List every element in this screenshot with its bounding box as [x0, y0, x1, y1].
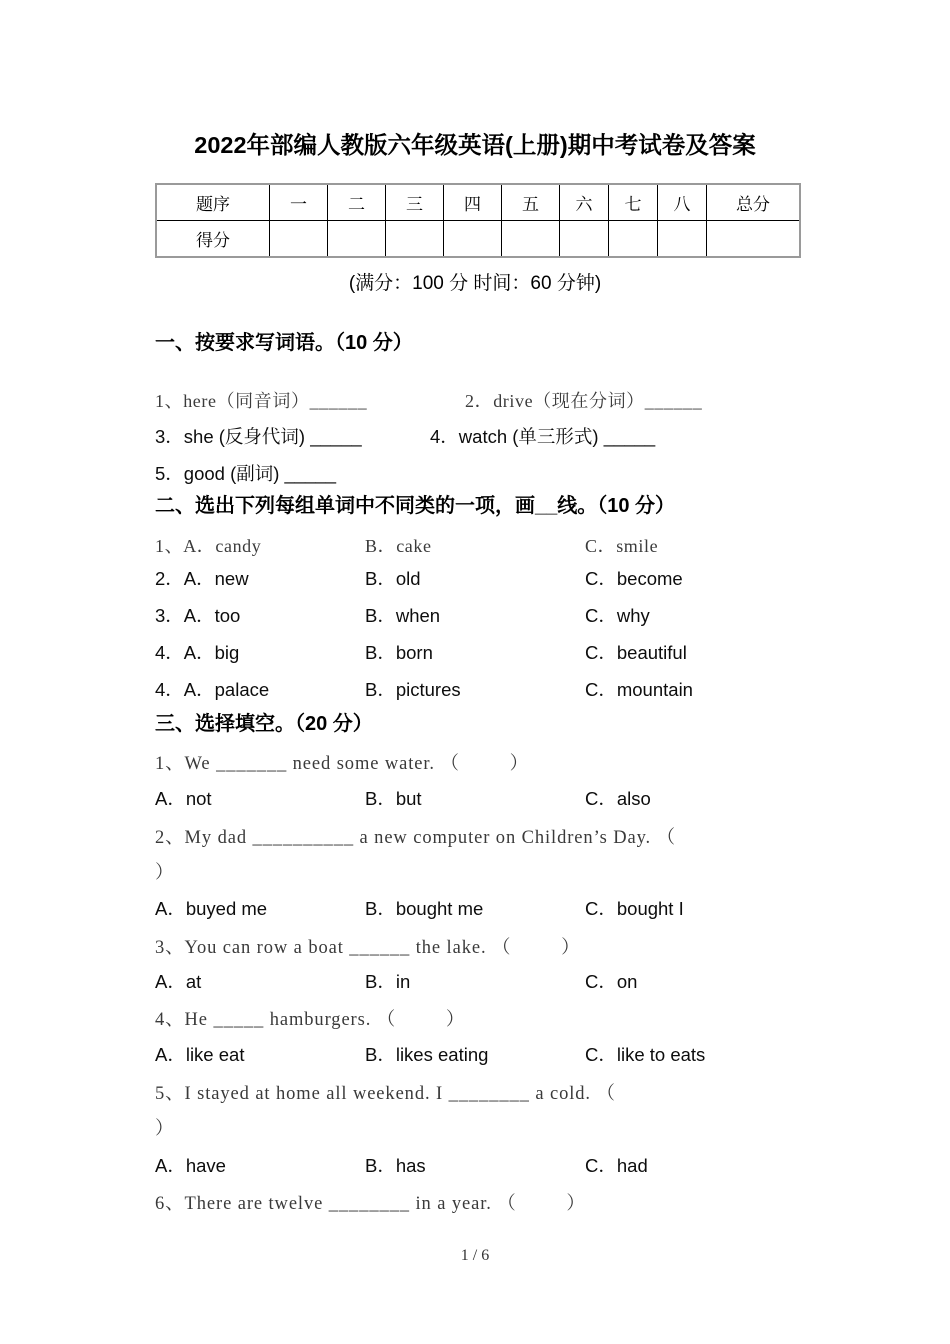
- score-cell-5[interactable]: [502, 221, 560, 258]
- section3-q5-option-c[interactable]: C．had: [585, 1155, 648, 1176]
- score-cell-8[interactable]: [658, 221, 707, 258]
- section3-q1-option-b[interactable]: B．but: [365, 788, 422, 809]
- page-number: 1 / 6: [460, 1247, 490, 1264]
- section1-item-4: 4．watch (单三形式) _____: [430, 426, 656, 447]
- table-col-2: 二: [328, 184, 386, 221]
- section3-q2-option-b[interactable]: B．bought me: [365, 898, 484, 919]
- section3-q4-option-b[interactable]: B．likes eating: [365, 1044, 489, 1065]
- section1-item-1-right: 2．drive（现在分词）______: [465, 391, 703, 411]
- section2-row-2-b[interactable]: B．old: [365, 568, 421, 589]
- score-table: [155, 183, 801, 258]
- section2-row-1-b[interactable]: B．cake: [365, 536, 432, 556]
- section2-row-4-b[interactable]: B．born: [365, 642, 433, 663]
- section3-q1-stem: 1、We _______ need some water. （ ）: [155, 754, 530, 774]
- section1-item-3: 3．she (反身代词) _____: [155, 426, 362, 447]
- table-row-label-1: 得分: [156, 221, 270, 258]
- section2-row-4-a[interactable]: 4．A．big: [155, 642, 240, 663]
- score-cell-6[interactable]: [560, 221, 609, 258]
- section3-q3-stem: 3、You can row a boat ______ the lake. （ ）: [155, 938, 581, 958]
- page-title: 2022年部编人教版六年级英语(上册)期中考试卷及答案: [194, 132, 756, 158]
- section2-row-5-a[interactable]: 4．A．palace: [155, 679, 270, 700]
- score-cell-2[interactable]: [328, 221, 386, 258]
- section2-row-1-a[interactable]: 1、A．candy: [155, 536, 262, 556]
- score-cell-3[interactable]: [386, 221, 444, 258]
- section-heading-1: 一、按要求写词语。（10 分）: [155, 332, 413, 354]
- table-col-4: 四: [444, 184, 502, 221]
- table-row-header: [156, 184, 800, 221]
- score-cell-7[interactable]: [609, 221, 658, 258]
- section3-q4-stem: 4、He _____ hamburgers. （ ）: [155, 1010, 466, 1030]
- section3-q5-option-b[interactable]: B．has: [365, 1155, 426, 1176]
- section3-q2-stem: 2、My dad __________ a new computer on Children’s Day. （: [155, 828, 677, 848]
- section3-q4-option-c[interactable]: C．like to eats: [585, 1044, 706, 1065]
- score-cell-1[interactable]: [270, 221, 328, 258]
- section1-item-5: 5．good (副词) _____: [155, 463, 336, 484]
- table-col-3: 三: [386, 184, 444, 221]
- section3-q2-option-c[interactable]: C．bought I: [585, 898, 684, 919]
- table-col-6: 六: [560, 184, 609, 221]
- section-heading-3: 三、选择填空。（20 分）: [155, 713, 373, 735]
- section1-item-1-left: 1、here（同音词）______: [155, 391, 368, 411]
- section-heading-2: 二、选出下列每组单词中不同类的一项，画__线。（10 分）: [155, 495, 676, 517]
- table-row-score: [156, 221, 800, 258]
- section3-q5-option-a[interactable]: A．have: [155, 1155, 226, 1176]
- table-col-1: 一: [270, 184, 328, 221]
- section2-row-3-c[interactable]: C．why: [585, 605, 650, 626]
- section3-q1-option-a[interactable]: A．not: [155, 788, 212, 809]
- section3-q5-stem-cont: ）: [155, 1119, 175, 1139]
- exam-subtitle: (满分：100 分 时间：60 分钟): [348, 273, 602, 294]
- table-col-8: 八: [658, 184, 707, 221]
- section2-row-5-b[interactable]: B．pictures: [365, 679, 461, 700]
- section2-row-3-a[interactable]: 3．A．too: [155, 605, 241, 626]
- score-cell-4[interactable]: [444, 221, 502, 258]
- section2-row-3-b[interactable]: B．when: [365, 605, 441, 626]
- section3-q2-option-a[interactable]: A．buyed me: [155, 898, 268, 919]
- section2-row-2-c[interactable]: C．become: [585, 568, 683, 589]
- section3-q5-stem: 5、I stayed at home all weekend. I ________ a cold. （: [155, 1084, 616, 1104]
- table-col-5: 五: [502, 184, 560, 221]
- section2-row-5-c[interactable]: C．mountain: [585, 679, 693, 700]
- table-col-7: 七: [609, 184, 658, 221]
- table-col-total: 总分: [707, 184, 801, 221]
- section3-q2-stem-cont: ）: [155, 863, 175, 883]
- section3-q4-option-a[interactable]: A．like eat: [155, 1044, 245, 1065]
- section3-q3-option-b[interactable]: B．in: [365, 971, 411, 992]
- section2-row-4-c[interactable]: C．beautiful: [585, 642, 687, 663]
- section3-q6-stem: 6、There are twelve ________ in a year. （ ）: [155, 1194, 586, 1214]
- table-row-label-0: 题序: [156, 184, 270, 221]
- section2-row-1-c[interactable]: C．smile: [585, 536, 659, 556]
- score-cell-total[interactable]: [707, 221, 801, 258]
- section3-q3-option-c[interactable]: C．on: [585, 971, 638, 992]
- section2-row-2-a[interactable]: 2．A．new: [155, 568, 249, 589]
- section3-q3-option-a[interactable]: A．at: [155, 971, 202, 992]
- section3-q1-option-c[interactable]: C．also: [585, 788, 651, 809]
